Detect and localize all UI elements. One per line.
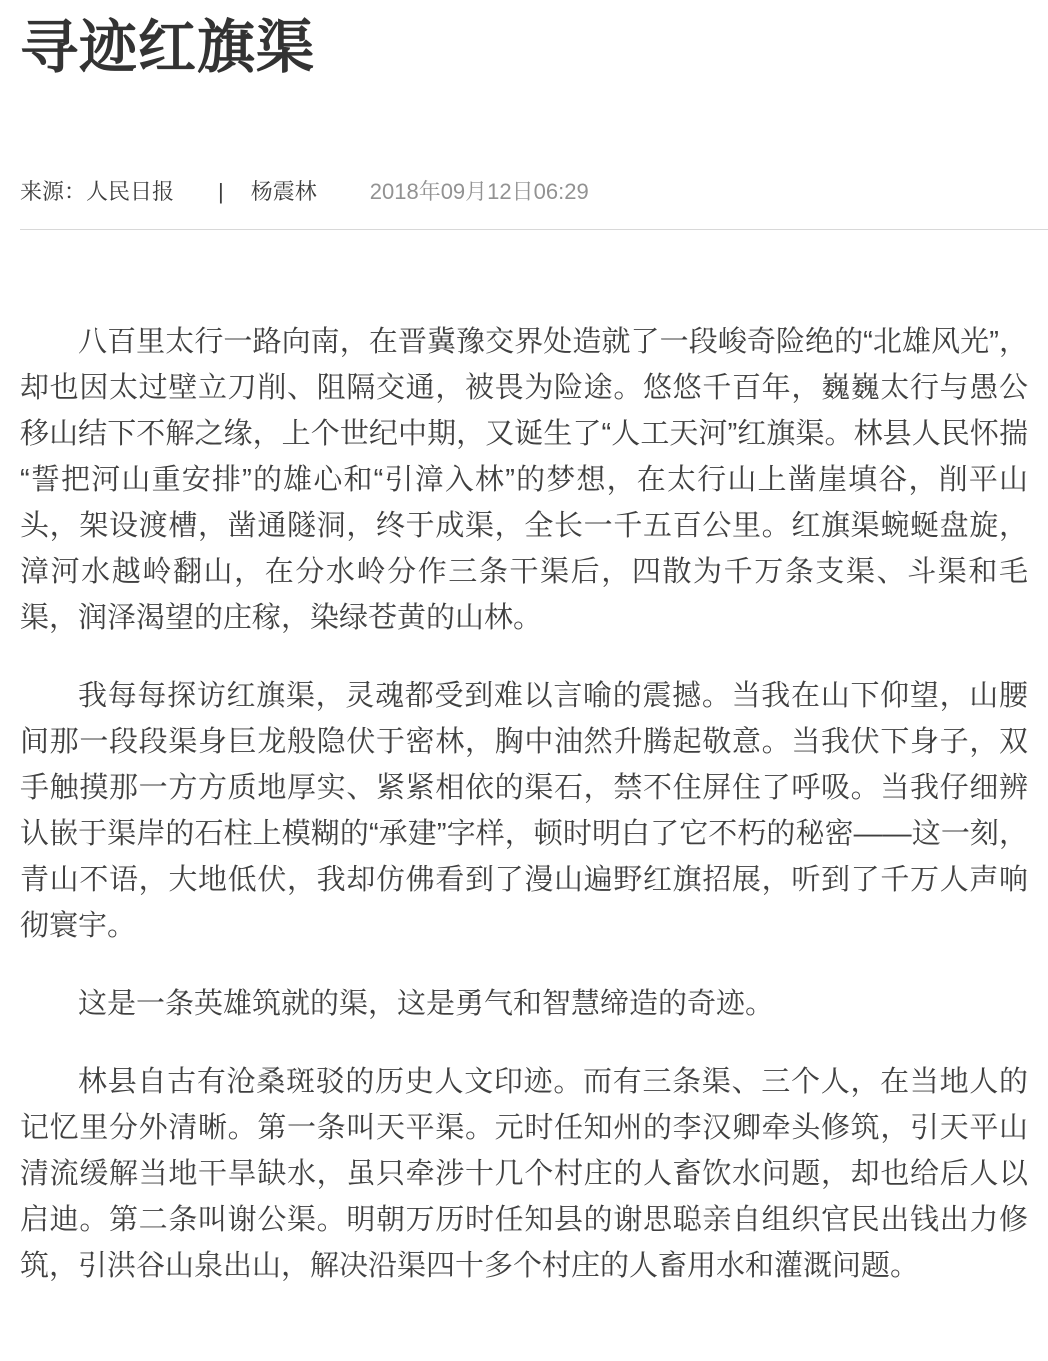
article-title: 寻迹红旗渠 <box>20 15 316 80</box>
article-meta <box>20 177 1048 230</box>
article-author: 杨震林 <box>250 178 317 204</box>
article-paragraph: 我每每探访红旗渠，灵魂都受到难以言喻的震撼。当我在山下仰望，山腰间那一段段渠身巨龙般隐伏于密林，胸中油然升腾起敬意。当我伏下身子，双手触摸那一方方质地厚实、紧紧相依的渠石，禁不住屏住了呼吸。当我仔细辨认嵌于渠岸的石柱上模糊的“承建”字样，顿时明白了它不朽的秘密——这一刻，青山不语，大地低伏，我却仿佛看到了漫山遍野红旗招展，听到了千万人声响彻寰宇。 <box>20 679 1028 942</box>
article-source: 来源：人民日报 <box>20 178 175 204</box>
article-body <box>20 230 1028 1289</box>
article-paragraph: 八百里太行一路向南，在晋冀豫交界处造就了一段峻奇险绝的“北雄风光”，却也因太过壁立刀削、阻隔交通，被畏为险途。悠悠千百年，巍巍太行与愚公移山结下不解之缘，上个世纪中期，又诞生了“人工天河”红旗渠。林县人民怀揣“誓把河山重安排”的雄心和“引漳入林”的梦想，在太行山上凿崖填谷，削平山头，架设渡槽，凿通隧洞，终于成渠，全长一千五百公里。红旗渠蜿蜒盘旋，漳河水越岭翻山，在分水岭分作三条干渠后，四散为千万条支渠、斗渠和毛渠，润泽渴望的庄稼，染绿苍黄的山林。 <box>20 325 1028 634</box>
article-datetime: 2018年09月12日06:29 <box>369 178 589 204</box>
article-paragraph: 林县自古有沧桑斑驳的历史人文印迹。而有三条渠、三个人，在当地人的记忆里分外清晰。第一条叫天平渠。元时任知州的李汉卿牵头修筑，引天平山清流缓解当地干旱缺水，虽只牵涉十几个村庄的人畜饮水问题，却也给后人以启迪。第二条叫谢公渠。明朝万历时任知县的谢思聪亲自组织官民出钱出力修筑，引洪谷山泉出山，解决沿渠四十多个村庄的人畜用水和灌溉问题。 <box>20 1065 1028 1282</box>
meta-separator: | <box>218 178 224 204</box>
article-paragraph: 这是一条英雄筑就的渠，这是勇气和智慧缔造的奇迹。 <box>78 987 775 1020</box>
